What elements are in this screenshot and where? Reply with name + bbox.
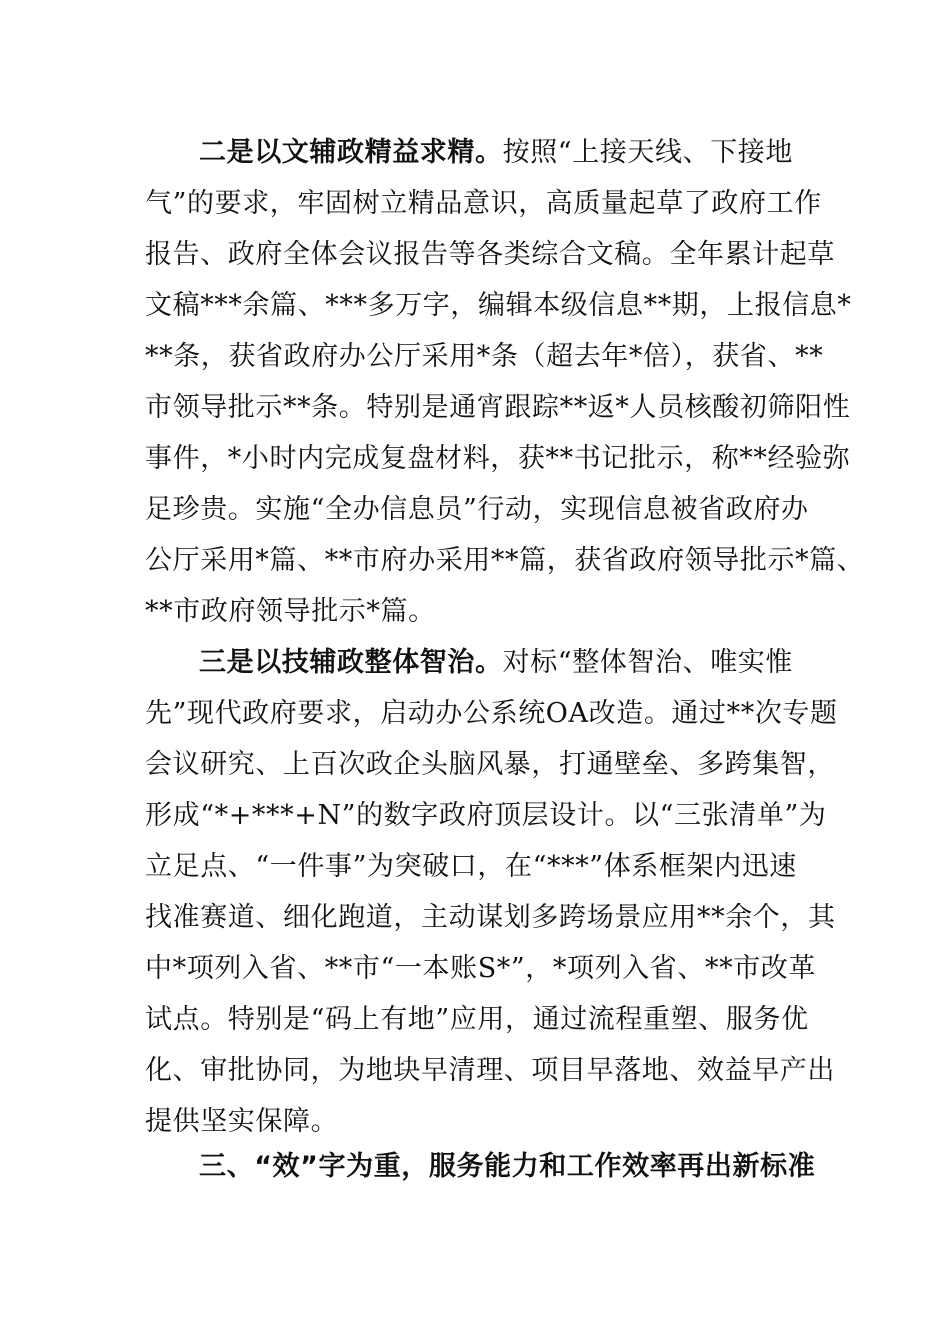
paragraph-line: 立足点、“一件事”为突破口，在“***”体系框架内迅速 [145, 851, 797, 882]
paragraph-line: 按照“上接天线、下接地 [502, 137, 794, 168]
paragraph-line: 足珍贵。实施“全办信息员”行动，实现信息被省政府办 [145, 494, 809, 525]
paragraph-text-assist-government [145, 127, 865, 637]
section-heading: 三、“效”字为重，服务能力和工作效率再出新标准 [199, 1151, 816, 1182]
paragraph-lead-heading: 二是以文辅政精益求精。 [199, 137, 503, 168]
paragraph-line: 形成“*+***+N”的数字政府顶层设计。以“三张清单”为 [145, 800, 827, 831]
paragraph-line: 化、审批协同，为地块早清理、项目早落地、效益早产出 [145, 1055, 835, 1086]
paragraph-line: 文稿***余篇、***多万字，编辑本级信息**期，上报信息* [145, 290, 852, 321]
paragraph-first-line [145, 637, 825, 688]
paragraph-line: 气”的要求，牢固树立精品意识，高质量起草了政府工作 [145, 188, 822, 219]
paragraph-line: **市政府领导批示*篇。 [145, 596, 436, 627]
paragraph-first-line [145, 127, 825, 178]
paragraph-line: 会议研究、上百次政企头脑风暴，打通壁垒、多跨集智， [145, 749, 835, 780]
paragraph-line: 报告、政府全体会议报告等各类综合文稿。全年累计起草 [145, 239, 835, 270]
paragraph-line: **条，获省政府办公厅采用*条（超去年*倍），获省、** [145, 341, 824, 372]
paragraph-tech-assist-government [145, 637, 838, 1147]
paragraph-line: 中*项列入省、**市“一本账S*”，*项列入省、**市改革 [145, 953, 817, 984]
paragraph-line: 先”现代政府要求，启动办公系统OA改造。通过**次专题 [145, 698, 838, 729]
paragraph-line: 市领导批示**条。特别是通宵跟踪**返*人员核酸初筛阳性 [145, 392, 851, 423]
paragraph-line: 公厅采用*篇、**市府办采用**篇，获省政府领导批示*篇、 [145, 545, 865, 576]
paragraph-line: 提供坚实保障。 [145, 1106, 339, 1137]
paragraph-line: 试点。特别是“码上有地”应用，通过流程重塑、服务优 [145, 1004, 809, 1035]
paragraph-line: 对标“整体智治、唯实惟 [502, 647, 794, 678]
paragraph-line: 找准赛道、细化跑道，主动谋划多跨场景应用**余个，其 [145, 902, 836, 933]
paragraph-line: 事件，*小时内完成复盘材料，获**书记批示，称**经验弥 [145, 443, 851, 474]
paragraph-lead-heading: 三是以技辅政整体智治。 [199, 647, 503, 678]
